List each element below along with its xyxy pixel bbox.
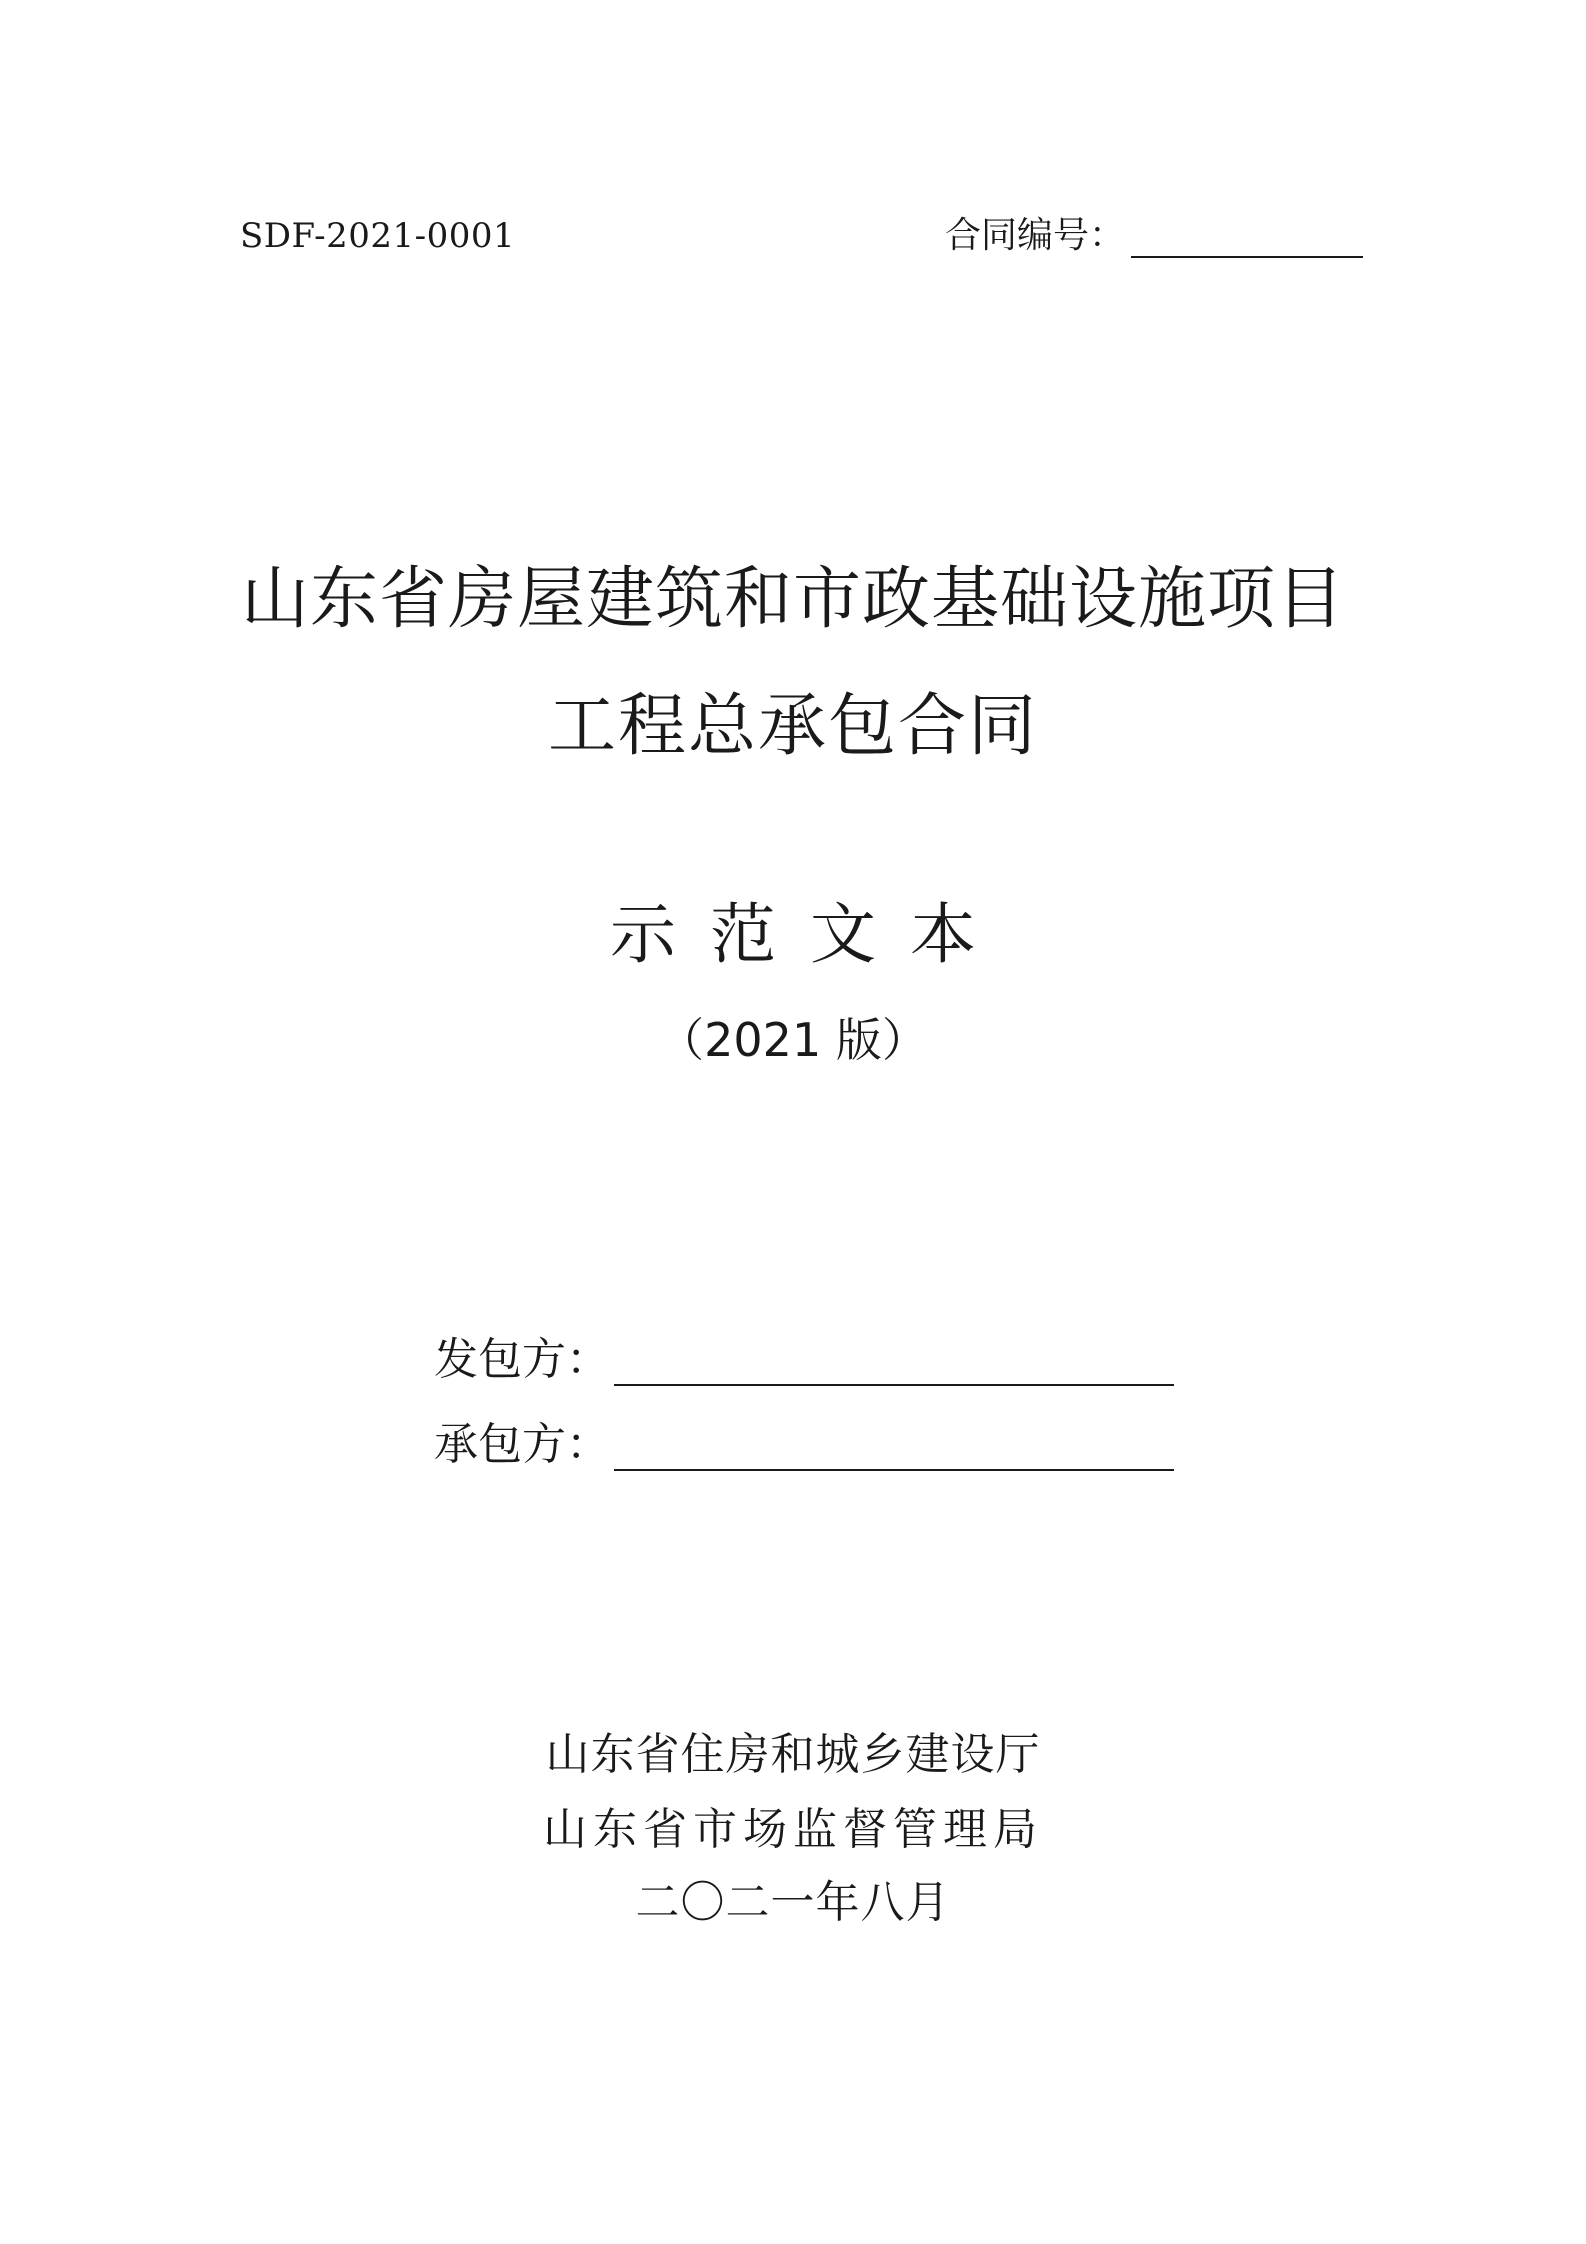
contract-number-blank-line (1131, 210, 1363, 258)
document-code: SDF-2021-0001 (240, 216, 516, 256)
contract-number-row (945, 210, 1363, 260)
document-subtitle: 示范文本 (610, 896, 1010, 973)
employer-label: 发包方： (434, 1334, 610, 1385)
issue-date: 二〇二一年八月 (635, 1877, 951, 1928)
employer-blank-line (614, 1334, 1174, 1386)
document-edition: （2021 版） (658, 1013, 928, 1067)
contract-number-label: 合同编号： (945, 215, 1126, 256)
document-title-line-1: 山东省房屋建筑和市政基础设施项目 (240, 560, 1345, 639)
contractor-blank-line (614, 1419, 1174, 1471)
contractor-row (434, 1415, 1174, 1475)
contractor-label: 承包方： (434, 1419, 610, 1470)
document-title-line-2: 工程总承包合同 (547, 687, 1038, 766)
issuer-market-regulation-bureau: 山东省市场监督管理局 (543, 1804, 1043, 1855)
employer-row (434, 1330, 1174, 1390)
issuer-housing-department: 山东省住房和城乡建设厅 (545, 1729, 1041, 1780)
